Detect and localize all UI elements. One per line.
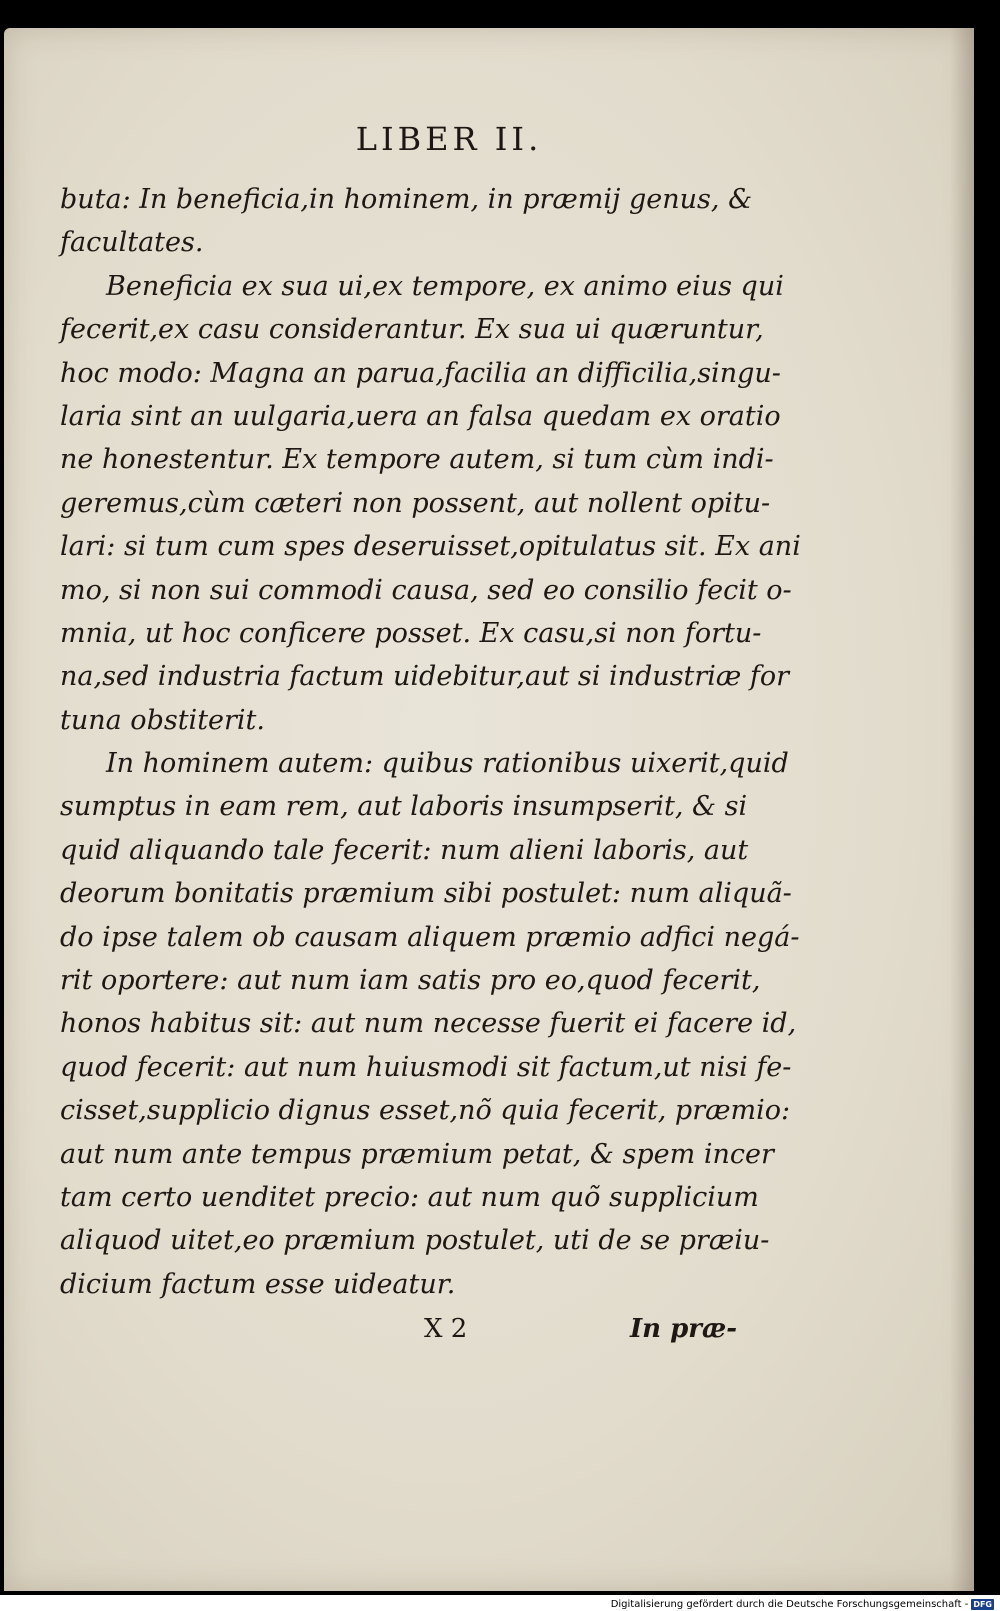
body-text <box>60 178 801 1306</box>
digitization-credit <box>611 1597 994 1611</box>
text-line: tam certo uenditet precio: aut num quõ supplicium <box>60 1181 759 1213</box>
text-line: facultates. <box>60 227 204 259</box>
text-line: aut num ante tempus præmium petat, & spem incer <box>60 1138 774 1170</box>
dfg-logo: DFG <box>973 1599 992 1609</box>
running-head: LIBER II. <box>355 120 543 158</box>
text-line: lari: si tum cum spes deseruisset,opitulatus sit. Ex ani <box>60 531 801 563</box>
text-line: na,sed industria factum uidebitur,aut si industriæ for <box>60 661 790 693</box>
text-line: quid aliquando tale fecerit: num alieni laboris, aut <box>60 834 749 866</box>
text-line: ne honestentur. Ex tempore autem, si tum cùm indi- <box>60 444 774 476</box>
text-line: mnia, ut hoc conficere posset. Ex casu,si non fortu- <box>60 617 762 649</box>
text-line: honos habitus sit: aut num necesse fuerit ei facere id, <box>60 1008 797 1040</box>
book-page <box>4 28 974 1591</box>
text-line: cisset,supplicio dignus esset,nõ quia fecerit, præmio: <box>60 1095 791 1127</box>
text-line: fecerit,ex casu considerantur. Ex sua ui quæruntur, <box>60 314 764 346</box>
text-line: geremus,cùm cæteri non possent, aut nollent opitu- <box>60 487 771 519</box>
text-line: mo, si non sui commodi causa, sed eo consilio fecit o- <box>60 574 792 606</box>
text-line: In hominem autem: quibus rationibus uixerit,quid <box>106 748 789 780</box>
text-line: dicium factum esse uideatur. <box>60 1268 456 1300</box>
signature-mark: X 2 <box>424 1314 468 1344</box>
text-line: laria sint an uulgaria,uera an falsa quedam ex oratio <box>60 400 781 432</box>
text-line: sumptus in eam rem, aut laboris insumpserit, & si <box>60 791 748 823</box>
text-line: deorum bonitatis præmium sibi postulet: num aliquã- <box>60 878 792 910</box>
text-line: do ipse talem ob causam aliquem præmio adfici negá- <box>60 921 800 953</box>
text-line: quod fecerit: aut num huiusmodi sit factum,ut nisi fe- <box>60 1051 792 1083</box>
credit-text: Digitalisierung gefördert durch die Deutsche Forschungsgemeinschaft - <box>610 1598 969 1610</box>
text-line: hoc modo: Magna an parua,facilia an difficilia,singu- <box>60 357 781 389</box>
catchword: In præ- <box>630 1314 738 1344</box>
text-line: Beneficia ex sua ui,ex tempore, ex animo eius qui <box>106 270 784 302</box>
text-line: buta: In beneficia,in hominem, in præmij genus, & <box>60 184 753 215</box>
text-line: aliquod uitet,eo præmium postulet, uti de se præiu- <box>60 1225 770 1257</box>
text-line: rit oportere: aut num iam satis pro eo,quod fecerit, <box>60 965 761 997</box>
text-line: tuna obstiterit. <box>60 704 265 736</box>
